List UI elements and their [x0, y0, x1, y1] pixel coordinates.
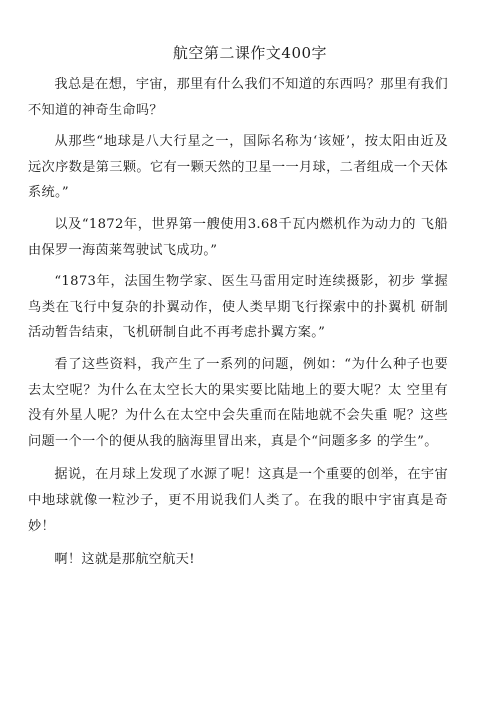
paragraph-1: 我总是在想，宇宙，那里有什么我们不知道的东西吗？那里有我们不知道的神奇生命吗？ [28, 77, 448, 118]
document-title: 航空第二课作文400字 [172, 44, 328, 62]
paragraph-4: “1873年，法国生物学家、医生马雷用定时连续摄影，初步 掌握鸟类在飞行中复杂的扑翼动作，使人类早期飞行探索中的扑翼机 研制活动暂告结束，飞机研制自此不再考虑扑翼方案。” [28, 274, 448, 341]
paragraph-2: 从那些“地球是八大行星之一，国际名称为‘该娅’，按太阳由近及远次序数是第三颗。它有一颗天然的卫星一一月球，二者组成一个天体系统。” [28, 134, 448, 201]
paragraph-7: 啊！这就是那航空航天! [54, 552, 195, 568]
paragraph-5: 看了这些资料，我产生了一系列的问题，例如：“为什么种子也要去太空呢？为什么在太空长大的果实要比陆地上的要大呢？太 空里有没有外星人呢？为什么在太空中会失重而在陆地就不会失重 呢？这些问题一个一个的便从我的脑海里冒出来，真是个“问题多多 的学生”。 [28, 356, 448, 449]
paragraph-6: 据说，在月球上发现了水源了呢！这真是一个重要的创举，在宇宙中地球就像一粒沙子，更不用说我们人类了。在我的眼中宇宙真是奇妙！ [28, 467, 448, 534]
paragraph-3: 以及“1872年，世界第一艘使用3.68千瓦内燃机作为动力的 飞船由保罗一海茵莱驾驶试飞成功。” [28, 216, 448, 258]
